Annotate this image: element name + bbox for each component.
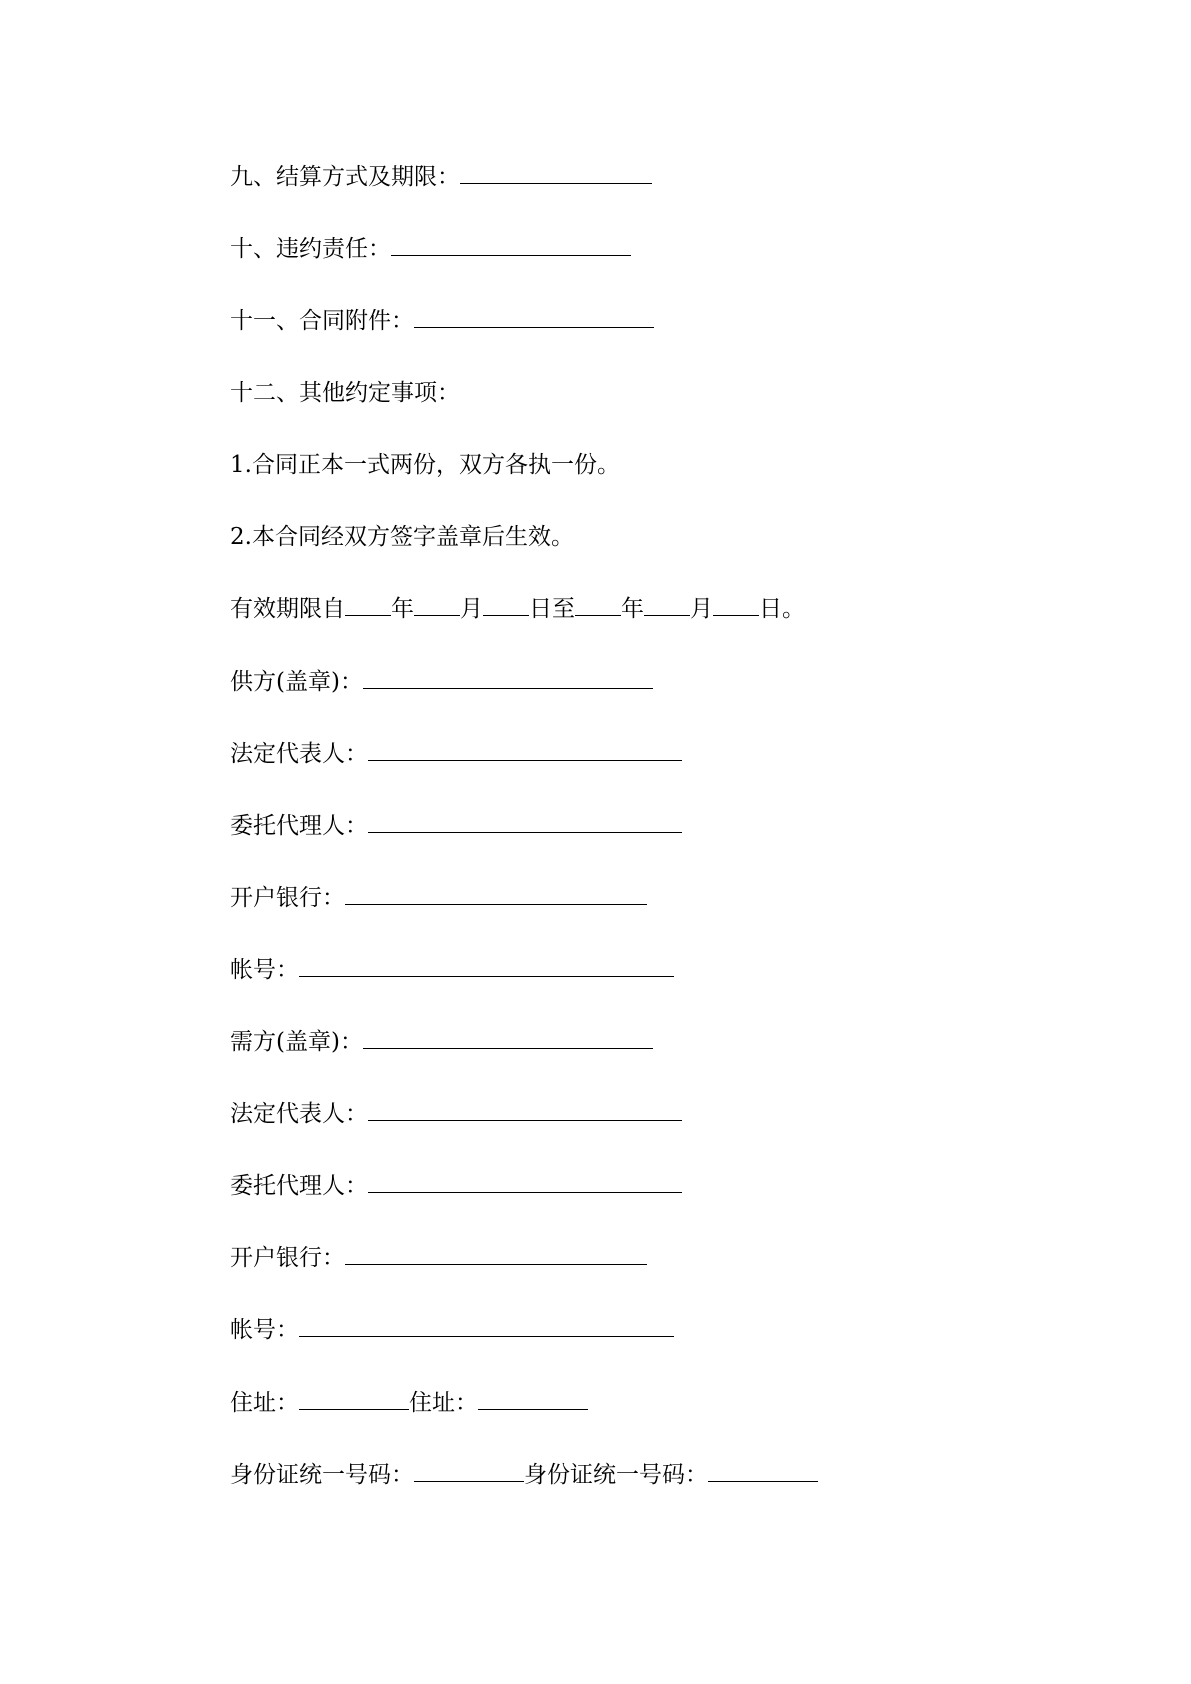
start-day-blank [483, 614, 529, 616]
item-1-text: 1.合同正本一式两份，双方各执一份。 [230, 452, 620, 478]
clause-9-line [230, 159, 652, 195]
supplier-seal-line [230, 664, 653, 700]
clause-9-label: 九、结算方式及期限： [230, 164, 460, 190]
buyer-legal-rep-label: 法定代表人： [230, 1101, 368, 1127]
supplier-legal-rep-line [230, 736, 682, 772]
supplier-id-code-label: 身份证统一号码： [230, 1462, 414, 1488]
supplier-seal-blank [363, 687, 653, 689]
buyer-agent-line [230, 1168, 682, 1204]
liability-blank [391, 254, 631, 256]
supplier-address-label: 住址： [230, 1390, 299, 1416]
buyer-legal-rep-line [230, 1096, 682, 1132]
buyer-account-label: 帐号： [230, 1317, 299, 1343]
clause-11-line [230, 303, 654, 339]
item-2-text: 2.本合同经双方签字盖章后生效。 [230, 524, 574, 550]
buyer-address-blank [478, 1408, 588, 1410]
year-label: 年 [391, 596, 414, 622]
buyer-seal-line [230, 1024, 653, 1060]
month-label: 月 [460, 596, 483, 622]
clause-12-label: 十二、其他约定事项： [230, 380, 460, 406]
address-line [230, 1385, 588, 1421]
start-year-blank [345, 614, 391, 616]
supplier-account-blank [299, 975, 674, 977]
buyer-agent-label: 委托代理人： [230, 1173, 368, 1199]
supplier-address-blank [299, 1408, 409, 1410]
supplier-bank-line [230, 880, 647, 916]
supplier-account-line [230, 952, 674, 988]
buyer-bank-line [230, 1240, 647, 1276]
clause-10-line [230, 231, 631, 267]
supplier-bank-blank [345, 903, 647, 905]
item-1-line [230, 447, 620, 483]
supplier-agent-label: 委托代理人： [230, 813, 368, 839]
buyer-seal-label: 需方(盖章)： [230, 1029, 363, 1055]
supplier-legal-rep-blank [368, 759, 682, 761]
id-code-line [230, 1457, 818, 1493]
buyer-id-code-label: 身份证统一号码： [524, 1462, 708, 1488]
buyer-address-label: 住址： [409, 1390, 478, 1416]
buyer-agent-blank [368, 1191, 682, 1193]
supplier-account-label: 帐号： [230, 957, 299, 983]
buyer-account-line [230, 1312, 674, 1348]
supplier-legal-rep-label: 法定代表人： [230, 741, 368, 767]
end-year-blank [575, 614, 621, 616]
attachments-blank [414, 326, 654, 328]
item-2-line [230, 519, 574, 555]
buyer-bank-blank [345, 1263, 647, 1265]
validity-line [230, 591, 805, 627]
start-month-blank [414, 614, 460, 616]
validity-prefix: 有效期限自 [230, 596, 345, 622]
year-label: 年 [621, 596, 644, 622]
supplier-id-code-blank [414, 1480, 524, 1482]
end-label: 日。 [759, 596, 805, 622]
supplier-agent-line [230, 808, 682, 844]
clause-12-line [230, 375, 460, 411]
month-label: 月 [690, 596, 713, 622]
buyer-bank-label: 开户银行： [230, 1245, 345, 1271]
supplier-agent-blank [368, 831, 682, 833]
supplier-seal-label: 供方(盖章)： [230, 669, 363, 695]
day-to-label: 日至 [529, 596, 575, 622]
settlement-blank [460, 182, 652, 184]
buyer-account-blank [299, 1335, 674, 1337]
buyer-id-code-blank [708, 1480, 818, 1482]
end-month-blank [644, 614, 690, 616]
buyer-legal-rep-blank [368, 1119, 682, 1121]
clause-10-label: 十、违约责任： [230, 236, 391, 262]
buyer-seal-blank [363, 1047, 653, 1049]
end-day-blank [713, 614, 759, 616]
supplier-bank-label: 开户银行： [230, 885, 345, 911]
clause-11-label: 十一、合同附件： [230, 308, 414, 334]
